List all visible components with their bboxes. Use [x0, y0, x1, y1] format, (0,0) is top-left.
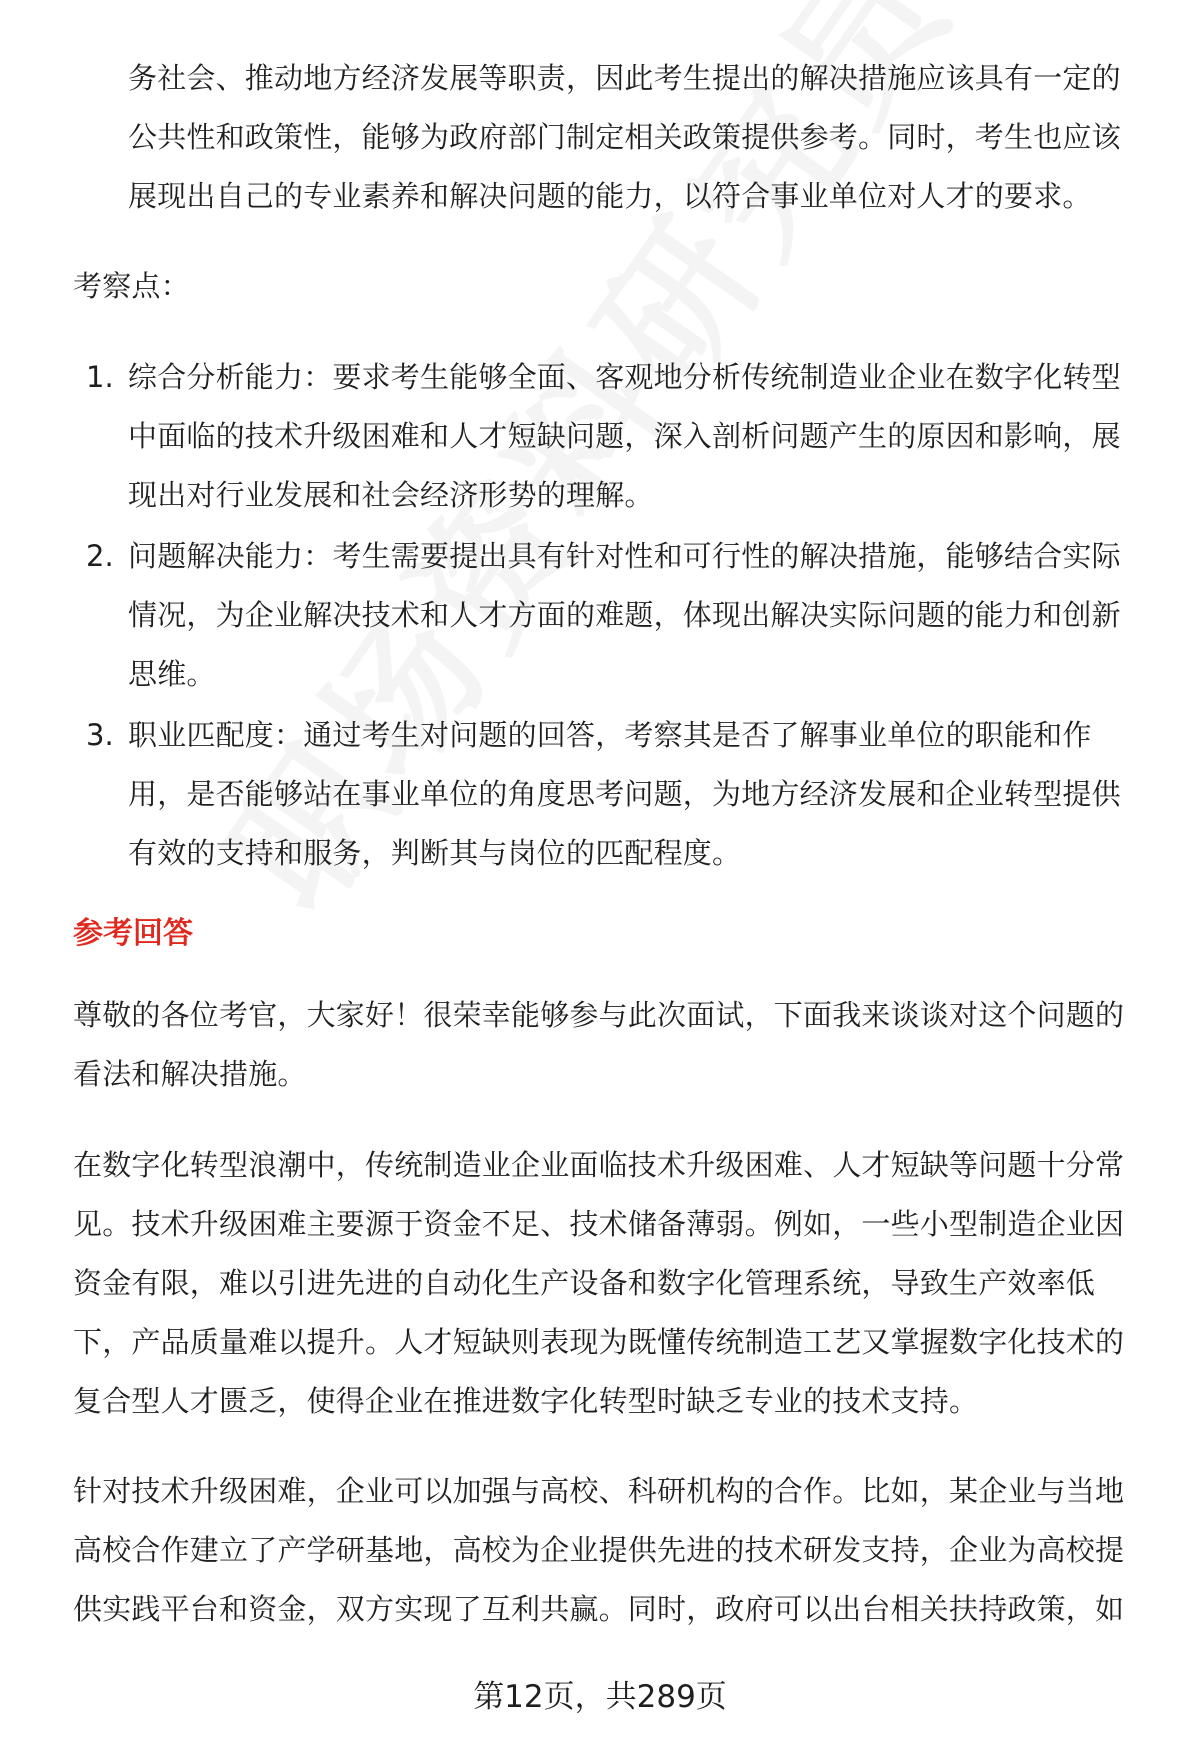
- list-item-line: 现出对行业发展和社会经济形势的理解。: [128, 478, 654, 512]
- list-item-line: 中面临的技术升级困难和人才短缺问题，深入剖析问题产生的原因和影响，展: [128, 419, 1121, 453]
- list-number: 2.: [86, 539, 114, 573]
- answer-line: 资金有限，难以引进先进的自动化生产设备和数字化管理系统，导致生产效率低: [73, 1266, 1096, 1300]
- intro-line: 务社会、推动地方经济发展等职责，因此考生提出的解决措施应该具有一定的: [128, 61, 1121, 95]
- list-number: 3.: [86, 718, 114, 752]
- list-number: 1.: [86, 360, 114, 394]
- list-item-line: 用，是否能够站在事业单位的角度思考问题，为地方经济发展和企业转型提供: [128, 777, 1121, 811]
- answer-line: 看法和解决措施。: [73, 1057, 307, 1091]
- answer-line: 见。技术升级困难主要源于资金不足、技术储备薄弱。例如，一些小型制造企业因: [73, 1207, 1125, 1241]
- page-number-footer: 第12页，共289页: [473, 1679, 727, 1715]
- answer-line: 针对技术升级困难，企业可以加强与高校、科研机构的合作。比如，某企业与当地: [73, 1474, 1125, 1508]
- list-item-line: 综合分析能力：要求考生能够全面、客观地分析传统制造业企业在数字化转型: [128, 360, 1121, 394]
- intro-line: 公共性和政策性，能够为政府部门制定相关政策提供参考。同时，考生也应该: [128, 120, 1121, 154]
- answer-line: 尊敬的各位考官，大家好！很荣幸能够参与此次面试，下面我来谈谈对这个问题的: [73, 998, 1125, 1032]
- answer-line: 在数字化转型浪潮中，传统制造业企业面临技术升级困难、人才短缺等问题十分常: [73, 1148, 1125, 1182]
- answer-line: 高校合作建立了产学研基地，高校为企业提供先进的技术研发支持，企业为高校提: [73, 1533, 1125, 1567]
- answer-line: 供实践平台和资金，双方实现了互利共赢。同时，政府可以出台相关扶持政策，如: [73, 1592, 1125, 1626]
- list-item-line: 职业匹配度：通过考生对问题的回答，考察其是否了解事业单位的职能和作: [128, 718, 1092, 752]
- intro-line: 展现出自己的专业素养和解决问题的能力，以符合事业单位对人才的要求。: [128, 179, 1092, 213]
- exam-points-label: 考察点：: [73, 269, 190, 303]
- list-item-line: 情况，为企业解决技术和人才方面的难题，体现出解决实际问题的能力和创新: [128, 598, 1121, 632]
- answer-line: 复合型人才匮乏，使得企业在推进数字化转型时缺乏专业的技术支持。: [73, 1384, 979, 1418]
- list-item-line: 问题解决能力：考生需要提出具有针对性和可行性的解决措施，能够结合实际: [128, 539, 1121, 573]
- reference-answer-heading: 参考回答: [73, 916, 193, 951]
- list-item-line: 思维。: [128, 657, 216, 691]
- list-item-line: 有效的支持和服务，判断其与岗位的匹配程度。: [128, 836, 742, 870]
- answer-line: 下，产品质量难以提升。人才短缺则表现为既懂传统制造工艺又掌握数字化技术的: [73, 1325, 1125, 1359]
